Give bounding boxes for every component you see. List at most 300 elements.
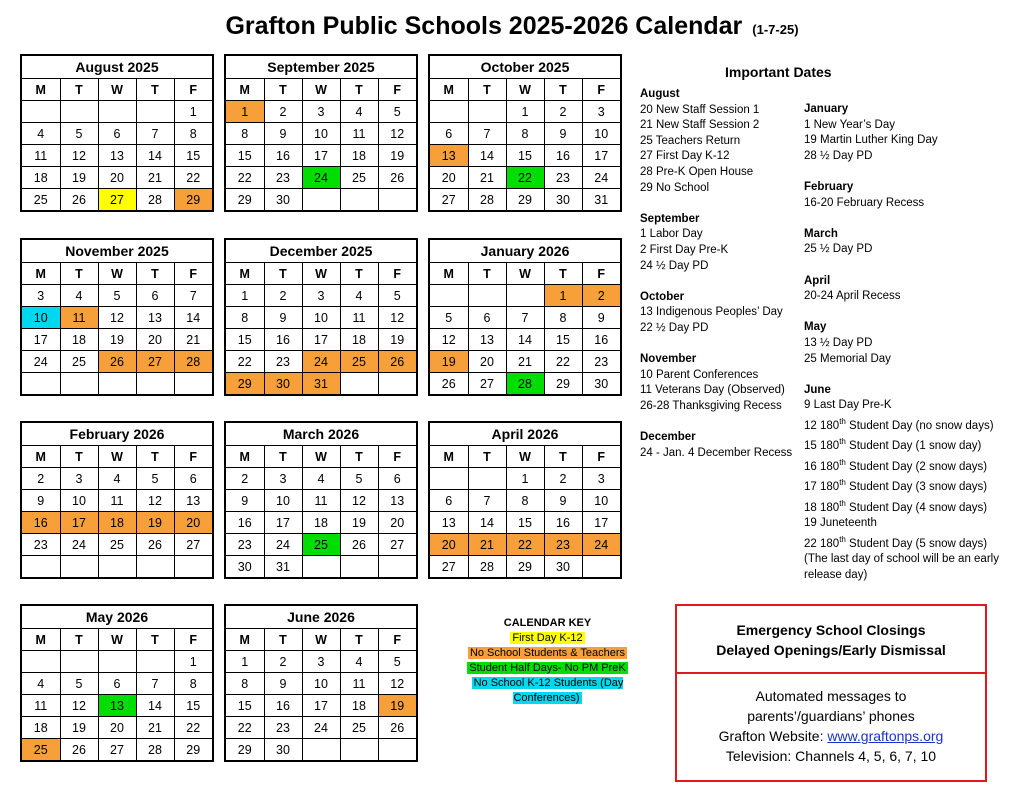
- day-cell: 14: [136, 145, 174, 167]
- day-cell: 1: [174, 101, 212, 123]
- week-row: [430, 468, 620, 490]
- day-cell: 9: [264, 307, 302, 329]
- weekday-header: W: [506, 446, 544, 468]
- day-cell: 23: [264, 167, 302, 189]
- important-date-item: 19 Martin Luther King Day: [804, 134, 938, 147]
- calendar-key-item: [460, 661, 635, 676]
- day-cell: 15: [174, 695, 212, 717]
- important-date-item: 13 ½ Day PD: [804, 336, 873, 349]
- weekday-header: M: [226, 79, 264, 101]
- day-cell: 11: [22, 145, 60, 167]
- day-cell: 4: [60, 285, 98, 307]
- week-row: [226, 167, 416, 189]
- week-row: [430, 512, 620, 534]
- day-cell: 8: [174, 123, 212, 145]
- day-cell: 7: [506, 307, 544, 329]
- week-row: [226, 123, 416, 145]
- day-cell: 19: [430, 351, 468, 373]
- empty-day-cell: [378, 373, 416, 395]
- empty-day-cell: [174, 556, 212, 578]
- week-row: [22, 167, 212, 189]
- day-cell: 23: [544, 534, 582, 556]
- weekday-header: F: [174, 629, 212, 651]
- day-cell: 29: [506, 189, 544, 211]
- empty-day-cell: [60, 651, 98, 673]
- day-cell: 18: [340, 695, 378, 717]
- day-cell: 12: [60, 695, 98, 717]
- day-cell: 11: [60, 307, 98, 329]
- important-date-item: 28 Pre-K Open House: [640, 165, 754, 178]
- empty-day-cell: [378, 556, 416, 578]
- calendar-key: [460, 616, 635, 706]
- day-cell: 11: [340, 307, 378, 329]
- day-cell: 17: [60, 512, 98, 534]
- week-row: [22, 101, 212, 123]
- week-row: [22, 329, 212, 351]
- weekday-header: F: [174, 446, 212, 468]
- day-cell: 29: [506, 556, 544, 578]
- week-row: [22, 534, 212, 556]
- day-cell: 3: [302, 101, 340, 123]
- day-cell: 15: [506, 145, 544, 167]
- month-october-2025: [428, 54, 622, 212]
- day-cell: 27: [98, 739, 136, 761]
- day-cell: 8: [226, 307, 264, 329]
- day-cell: 24: [582, 167, 620, 189]
- day-cell: 2: [226, 468, 264, 490]
- day-cell: 13: [430, 145, 468, 167]
- day-cell: 21: [506, 351, 544, 373]
- day-cell: 15: [226, 329, 264, 351]
- day-cell: 25: [340, 167, 378, 189]
- important-dates-left-column: [640, 87, 792, 461]
- day-cell: 3: [264, 468, 302, 490]
- day-cell: 10: [264, 490, 302, 512]
- weekday-header: M: [22, 629, 60, 651]
- day-cell: 25: [22, 739, 60, 761]
- day-cell: 19: [98, 329, 136, 351]
- day-cell: 31: [264, 556, 302, 578]
- emergency-info: [677, 674, 985, 766]
- empty-day-cell: [302, 556, 340, 578]
- day-cell: 22: [174, 717, 212, 739]
- important-date-item: 15 180th Student Day (1 snow day): [804, 437, 982, 453]
- important-dates-section-heading: June: [804, 383, 831, 396]
- day-cell: 1: [174, 651, 212, 673]
- week-row: [226, 651, 416, 673]
- week-row: [226, 351, 416, 373]
- week-row: [22, 285, 212, 307]
- weekday-header: F: [378, 263, 416, 285]
- week-row: [430, 373, 620, 395]
- day-cell: 4: [302, 468, 340, 490]
- day-cell: 4: [98, 468, 136, 490]
- day-cell: 27: [98, 189, 136, 211]
- day-cell: 24: [264, 534, 302, 556]
- day-cell: 29: [226, 189, 264, 211]
- day-cell: 8: [506, 123, 544, 145]
- important-date-item: 13 Indigenous Peoples’ Day: [640, 306, 783, 319]
- empty-day-cell: [22, 651, 60, 673]
- day-cell: 23: [544, 167, 582, 189]
- day-cell: 17: [302, 329, 340, 351]
- important-date-item: 16-20 February Recess: [804, 196, 925, 209]
- weekday-header: W: [98, 79, 136, 101]
- weekday-header: T: [60, 629, 98, 651]
- day-cell: 17: [582, 512, 620, 534]
- day-cell: 26: [98, 351, 136, 373]
- day-cell: 5: [60, 123, 98, 145]
- day-cell: 3: [582, 101, 620, 123]
- week-row: [22, 490, 212, 512]
- day-cell: 20: [468, 351, 506, 373]
- day-cell: 22: [506, 534, 544, 556]
- day-cell: 11: [340, 123, 378, 145]
- important-date-item: (The last day of school will be an early release day): [804, 553, 999, 581]
- weekday-header: T: [264, 263, 302, 285]
- day-cell: 5: [98, 285, 136, 307]
- day-cell: 15: [226, 145, 264, 167]
- important-date-item: 24 ½ Day PD: [640, 259, 709, 272]
- month-name: May 2026: [22, 606, 212, 629]
- day-cell: 1: [226, 651, 264, 673]
- week-row: [22, 307, 212, 329]
- important-dates-section-heading: September: [640, 212, 700, 225]
- weekday-header: W: [302, 446, 340, 468]
- calendar-key-label: No School K-12 Students (Day Conferences): [473, 677, 624, 704]
- week-row: [22, 351, 212, 373]
- day-cell: 24: [302, 351, 340, 373]
- day-cell: 23: [264, 351, 302, 373]
- day-cell: 9: [226, 490, 264, 512]
- weekday-header: F: [582, 263, 620, 285]
- week-row: [430, 556, 620, 578]
- day-cell: 2: [22, 468, 60, 490]
- day-cell: 15: [174, 145, 212, 167]
- calendar-key-label: Student Half Days- No PM PreK: [469, 662, 626, 674]
- day-cell: 28: [136, 739, 174, 761]
- day-cell: 24: [60, 534, 98, 556]
- day-cell: 23: [582, 351, 620, 373]
- day-cell: 7: [136, 673, 174, 695]
- day-cell: 15: [544, 329, 582, 351]
- weekday-header: T: [340, 629, 378, 651]
- important-date-item: 24 - Jan. 4 December Recess: [640, 446, 793, 459]
- empty-day-cell: [22, 373, 60, 395]
- weekday-header: M: [226, 446, 264, 468]
- important-date-item: 28 ½ Day PD: [804, 149, 873, 162]
- day-cell: 4: [340, 101, 378, 123]
- day-cell: 26: [378, 167, 416, 189]
- day-cell: 8: [544, 307, 582, 329]
- important-date-item: 25 Memorial Day: [804, 352, 891, 365]
- day-cell: 2: [582, 285, 620, 307]
- day-cell: 31: [302, 373, 340, 395]
- week-row: [226, 717, 416, 739]
- day-cell: 18: [302, 512, 340, 534]
- week-row: [430, 351, 620, 373]
- day-cell: 9: [544, 490, 582, 512]
- day-cell: 29: [174, 739, 212, 761]
- day-cell: 18: [98, 512, 136, 534]
- day-cell: 1: [506, 468, 544, 490]
- day-cell: 3: [302, 651, 340, 673]
- day-cell: 26: [340, 534, 378, 556]
- week-row: [22, 556, 212, 578]
- day-cell: 30: [264, 739, 302, 761]
- day-cell: 13: [98, 695, 136, 717]
- day-cell: 27: [468, 373, 506, 395]
- weekday-header: W: [98, 629, 136, 651]
- day-cell: 7: [136, 123, 174, 145]
- weekday-header: F: [378, 629, 416, 651]
- month-name: January 2026: [430, 240, 620, 263]
- empty-day-cell: [136, 373, 174, 395]
- empty-day-cell: [136, 651, 174, 673]
- day-cell: 2: [264, 651, 302, 673]
- day-cell: 25: [98, 534, 136, 556]
- weekday-header: F: [174, 79, 212, 101]
- week-row: [226, 534, 416, 556]
- emergency-title: [677, 606, 985, 674]
- title-text: Grafton Public Schools 2025-2026 Calendar: [225, 12, 743, 40]
- empty-day-cell: [340, 739, 378, 761]
- day-cell: 20: [136, 329, 174, 351]
- day-cell: 20: [378, 512, 416, 534]
- week-row: [22, 189, 212, 211]
- day-cell: 18: [60, 329, 98, 351]
- day-cell: 20: [430, 167, 468, 189]
- week-row: [430, 534, 620, 556]
- empty-day-cell: [430, 285, 468, 307]
- week-row: [22, 739, 212, 761]
- weekday-header: T: [136, 263, 174, 285]
- weekday-header: M: [22, 79, 60, 101]
- day-cell: 6: [98, 123, 136, 145]
- empty-day-cell: [60, 373, 98, 395]
- empty-day-cell: [60, 101, 98, 123]
- day-cell: 13: [174, 490, 212, 512]
- important-date-item: 18 180th Student Day (4 snow days): [804, 498, 988, 514]
- day-cell: 22: [506, 167, 544, 189]
- week-row: [226, 101, 416, 123]
- important-date-item: 20 New Staff Session 1: [640, 103, 760, 116]
- empty-day-cell: [60, 556, 98, 578]
- day-cell: 19: [136, 512, 174, 534]
- day-cell: 25: [22, 189, 60, 211]
- day-cell: 28: [468, 189, 506, 211]
- week-row: [430, 490, 620, 512]
- empty-day-cell: [340, 373, 378, 395]
- week-row: [226, 307, 416, 329]
- weekday-header: T: [468, 263, 506, 285]
- day-cell: 27: [430, 189, 468, 211]
- month-name: December 2025: [226, 240, 416, 263]
- weekday-header: T: [264, 446, 302, 468]
- calendar-key-heading: CALENDAR KEY: [503, 617, 592, 629]
- day-cell: 2: [544, 101, 582, 123]
- weekday-header: W: [506, 263, 544, 285]
- week-row: [226, 329, 416, 351]
- day-cell: 31: [582, 189, 620, 211]
- week-row: [226, 490, 416, 512]
- calendar-key-item: [460, 676, 635, 706]
- weekday-header: W: [506, 79, 544, 101]
- important-date-item: 11 Veterans Day (Observed): [640, 384, 785, 397]
- week-row: [22, 468, 212, 490]
- day-cell: 16: [264, 695, 302, 717]
- empty-day-cell: [468, 101, 506, 123]
- empty-day-cell: [506, 285, 544, 307]
- empty-day-cell: [340, 189, 378, 211]
- day-cell: 12: [378, 123, 416, 145]
- day-cell: 12: [378, 673, 416, 695]
- day-cell: 22: [226, 351, 264, 373]
- day-cell: 23: [264, 717, 302, 739]
- day-cell: 6: [136, 285, 174, 307]
- day-cell: 13: [378, 490, 416, 512]
- weekday-header: M: [430, 79, 468, 101]
- day-cell: 16: [544, 145, 582, 167]
- revision-date: (1-7-25): [752, 22, 799, 37]
- week-row: [226, 695, 416, 717]
- weekday-header: T: [340, 79, 378, 101]
- day-cell: 1: [544, 285, 582, 307]
- day-cell: 17: [302, 695, 340, 717]
- month-name: June 2026: [226, 606, 416, 629]
- day-cell: 20: [430, 534, 468, 556]
- week-row: [226, 739, 416, 761]
- day-cell: 29: [544, 373, 582, 395]
- day-cell: 22: [544, 351, 582, 373]
- empty-day-cell: [340, 556, 378, 578]
- day-cell: 16: [582, 329, 620, 351]
- week-row: [430, 123, 620, 145]
- day-cell: 4: [340, 651, 378, 673]
- day-cell: 12: [340, 490, 378, 512]
- day-cell: 16: [264, 329, 302, 351]
- weekday-header: T: [136, 79, 174, 101]
- week-row: [430, 101, 620, 123]
- day-cell: 27: [378, 534, 416, 556]
- calendar-key-item: [460, 646, 635, 661]
- day-cell: 19: [378, 145, 416, 167]
- day-cell: 9: [264, 673, 302, 695]
- important-date-item: 19 Juneteenth: [804, 516, 877, 529]
- week-row: [22, 651, 212, 673]
- weekday-header: T: [136, 446, 174, 468]
- important-dates-section-heading: May: [804, 321, 827, 334]
- day-cell: 1: [506, 101, 544, 123]
- week-row: [430, 189, 620, 211]
- day-cell: 22: [226, 167, 264, 189]
- day-cell: 5: [136, 468, 174, 490]
- important-date-item: 17 180th Student Day (3 snow days): [804, 478, 988, 493]
- empty-day-cell: [174, 373, 212, 395]
- day-cell: 20: [98, 167, 136, 189]
- day-cell: 23: [226, 534, 264, 556]
- important-date-item: 16 180th Student Day (2 snow days): [804, 457, 988, 473]
- day-cell: 5: [378, 285, 416, 307]
- day-cell: 8: [174, 673, 212, 695]
- day-cell: 6: [378, 468, 416, 490]
- day-cell: 12: [98, 307, 136, 329]
- day-cell: 10: [582, 490, 620, 512]
- important-dates-section-heading: August: [640, 88, 680, 100]
- day-cell: 12: [378, 307, 416, 329]
- weekday-header: T: [60, 446, 98, 468]
- month-name: March 2026: [226, 423, 416, 446]
- week-row: [226, 512, 416, 534]
- day-cell: 18: [22, 717, 60, 739]
- empty-day-cell: [468, 468, 506, 490]
- day-cell: 16: [264, 145, 302, 167]
- day-cell: 26: [430, 373, 468, 395]
- day-cell: 16: [22, 512, 60, 534]
- empty-day-cell: [98, 101, 136, 123]
- weekday-header: T: [544, 79, 582, 101]
- day-cell: 17: [582, 145, 620, 167]
- day-cell: 19: [60, 717, 98, 739]
- day-cell: 13: [136, 307, 174, 329]
- day-cell: 15: [226, 695, 264, 717]
- website-label: Grafton Website:: [718, 728, 828, 744]
- page-title: [0, 12, 1024, 41]
- day-cell: 9: [582, 307, 620, 329]
- day-cell: 25: [60, 351, 98, 373]
- week-row: [430, 145, 620, 167]
- important-dates-section-heading: December: [640, 431, 696, 444]
- day-cell: 6: [430, 123, 468, 145]
- day-cell: 11: [22, 695, 60, 717]
- month-february-2026: [20, 421, 214, 579]
- empty-day-cell: [136, 101, 174, 123]
- weekday-header: M: [22, 263, 60, 285]
- day-cell: 19: [378, 329, 416, 351]
- day-cell: 9: [544, 123, 582, 145]
- day-cell: 14: [136, 695, 174, 717]
- empty-day-cell: [22, 101, 60, 123]
- weekday-header: T: [136, 629, 174, 651]
- day-cell: 21: [136, 167, 174, 189]
- day-cell: 19: [378, 695, 416, 717]
- empty-day-cell: [430, 468, 468, 490]
- important-dates-section-heading: February: [804, 180, 854, 193]
- day-cell: 11: [340, 673, 378, 695]
- day-cell: 8: [226, 123, 264, 145]
- day-cell: 1: [226, 101, 264, 123]
- week-row: [430, 285, 620, 307]
- day-cell: 10: [302, 673, 340, 695]
- day-cell: 24: [582, 534, 620, 556]
- day-cell: 4: [22, 123, 60, 145]
- calendar-key-item: [460, 631, 635, 646]
- empty-day-cell: [98, 373, 136, 395]
- day-cell: 17: [264, 512, 302, 534]
- day-cell: 3: [302, 285, 340, 307]
- day-cell: 30: [264, 373, 302, 395]
- month-may-2026: [20, 604, 214, 762]
- day-cell: 30: [264, 189, 302, 211]
- day-cell: 12: [60, 145, 98, 167]
- website-link[interactable]: www.graftonps.org: [827, 728, 944, 744]
- calendar-key-label: No School Students & Teachers: [469, 647, 626, 659]
- week-row: [226, 468, 416, 490]
- month-november-2025: [20, 238, 214, 396]
- important-date-item: 20-24 April Recess: [804, 290, 901, 303]
- day-cell: 20: [174, 512, 212, 534]
- important-date-item: 29 No School: [640, 181, 710, 194]
